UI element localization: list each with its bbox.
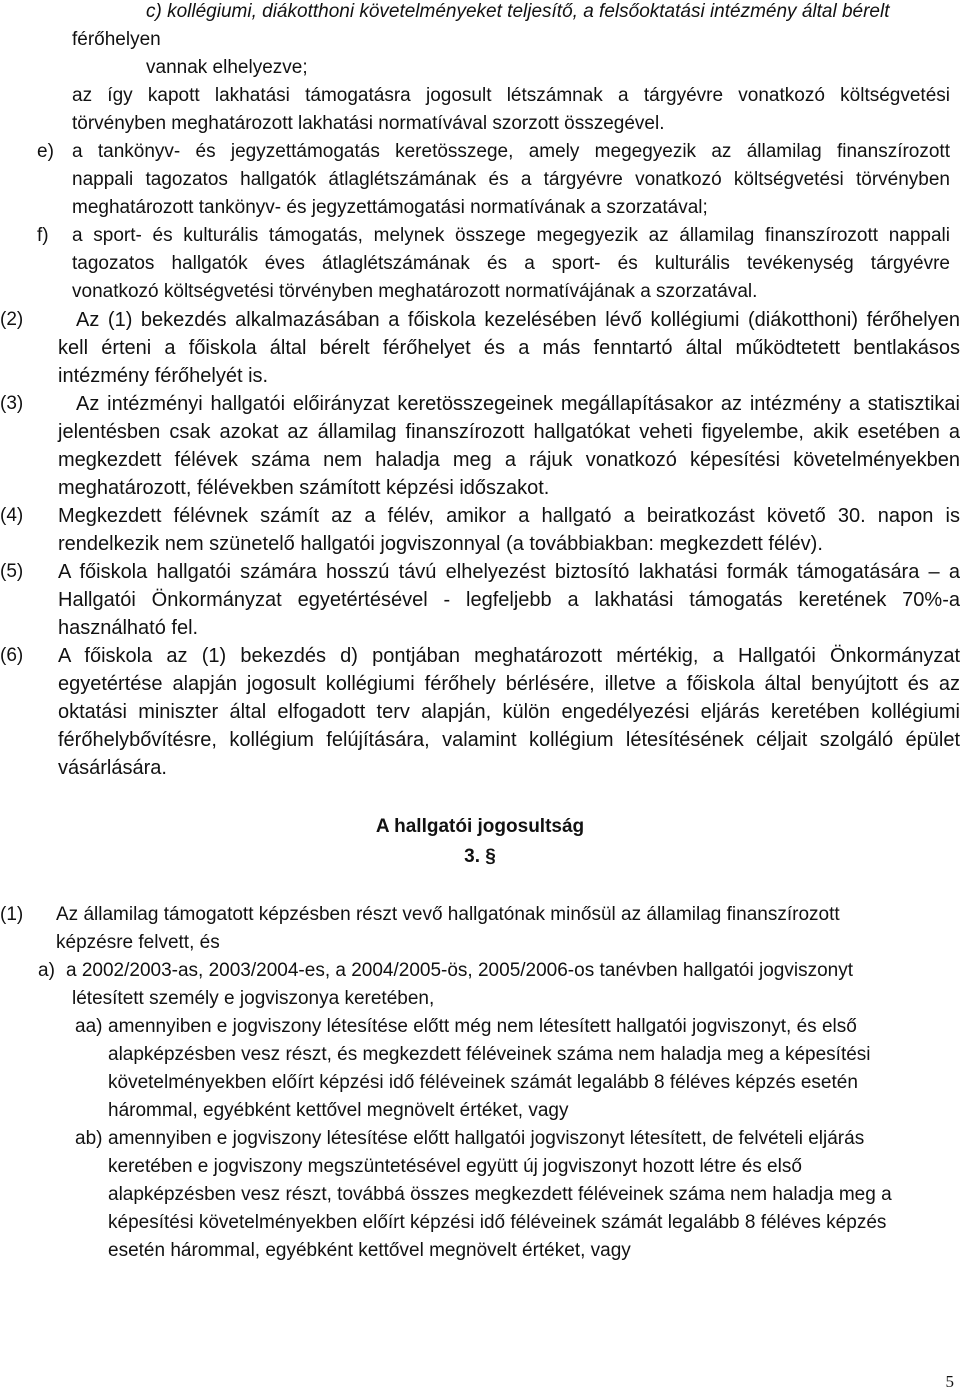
item-c-line-1	[146, 0, 946, 26]
text-line: vonatkozó költségvetési törvényben meghatározott normatívájának a szorzatával.	[72, 281, 758, 302]
text-line: alapképzésben vesz részt, és megkezdett féléveinek száma nem haladja meg a képesítési	[108, 1044, 871, 1065]
page-number: 5	[945, 1372, 954, 1391]
item-e-label: e)	[37, 141, 54, 162]
text-line: esetén hárommal, egyébként kettővel megnövelt értéket, vagy	[108, 1240, 631, 1261]
s3-item-aa-label: aa)	[75, 1016, 103, 1037]
s3-item-aa-text	[108, 1013, 948, 1125]
text-line: kell érteni a főiskola által bérelt férőhelyet és a más fenntartó által működtetett bentlakásos	[58, 337, 960, 359]
text-line: egyetértése alapján jogosult kollégiumi férőhely bérlésére, illetve a főiskola által benyújtott és az	[58, 673, 960, 695]
para-2-label: (2)	[0, 309, 24, 330]
s3-para-1-label: (1)	[0, 904, 24, 925]
text-line: létesített személy e jogviszonya keretében,	[72, 988, 435, 1009]
item-f-label: f)	[37, 225, 49, 246]
text-line: A főiskola az (1) bekezdés d) pontjában meghatározott mértékig, a Hallgatói Önkormányzat	[58, 645, 960, 667]
item-c-text-5: törvényben meghatározott lakhatási normatívával szorzott összegével.	[72, 113, 665, 134]
text-line: képzésre felvett, és	[56, 932, 220, 953]
s3-item-a-text	[66, 957, 932, 1013]
s3-item-ab-text	[108, 1125, 948, 1265]
text-line: a tankönyv- és jegyzettámogatás keretösszege, amely megegyezik az államilag finanszírozott	[72, 141, 950, 162]
s3-para-1-text	[56, 901, 916, 957]
para-5-label: (5)	[0, 561, 24, 582]
text-line: Megkezdett félévnek számít az a félév, amikor a hallgató a beiratkozást követő 30. napon is	[58, 505, 960, 527]
item-c-line-4	[72, 82, 950, 110]
text-line: meghatározott tankönyv- és jegyzettámogatási normatívának a szorzatával;	[72, 197, 708, 218]
text-line: képesítési követelményekben előírt képzési idő féléveinek számát legalább 8 féléves képzés	[108, 1212, 887, 1233]
para-6-label: (6)	[0, 645, 24, 666]
para-2-text	[58, 306, 960, 390]
item-c-text-4: az így kapott lakhatási támogatásra jogosult létszámnak a tárgyévre vonatkozó költségvetési	[72, 85, 950, 106]
item-c-line-3	[146, 54, 946, 82]
text-line: amennyiben e jogviszony létesítése előtt még nem létesített hallgatói jogviszonyt, és első	[108, 1016, 857, 1037]
item-c-text-2: férőhelyen	[72, 29, 161, 50]
text-line: keretében e jogviszony megszüntetésével együtt új jogviszonyt hozott létre és első	[108, 1156, 802, 1177]
text-line: férőhelybővítésre, kollégium felújítására, valamint kollégium létesítésének céljait szolgáló épület	[58, 729, 960, 751]
para-5-text	[58, 558, 960, 642]
text-line: megkezdett félévek száma nem haladja meg a rájuk vonatkozó képesítési követelményekben	[58, 449, 960, 471]
text-line: alapképzésben vesz részt, továbbá összes megkezdett féléveinek száma nem haladja meg a	[108, 1184, 892, 1205]
text-line: oktatási miniszter által elfogadott terv alapján, külön engedélyezési eljárás keretében kollégiumi	[58, 701, 960, 723]
item-c-text: c) kollégiumi, diákotthoni követelményeket teljesítő, a felsőoktatási intézmény által bérelt	[146, 1, 890, 22]
text-line: Az államilag támogatott képzésben részt vevő hallgatónak minősül az államilag finanszírozott	[56, 904, 840, 925]
text-line: amennyiben e jogviszony létesítése előtt hallgatói jogviszonyt létesített, de felvételi eljárás	[108, 1128, 865, 1149]
item-e-text	[72, 138, 950, 222]
para-4-label: (4)	[0, 505, 24, 526]
text-line: használható fel.	[58, 617, 199, 639]
text-line: jelentésben csak azokat az államilag finanszírozott hallgatókat veheti figyelembe, akik esetében a	[58, 421, 960, 443]
text-line: a 2002/2003-as, 2003/2004-es, a 2004/2005-ös, 2005/2006-os tanévben hallgatói jogviszonyt	[66, 960, 853, 981]
text-line: a sport- és kulturális támogatás, melynek összege megegyezik az államilag finanszírozott nappali	[72, 225, 950, 246]
para-3-label: (3)	[0, 393, 24, 414]
text-line: vásárlására.	[58, 757, 167, 779]
text-line: Az intézményi hallgatói előirányzat keretösszegeinek megállapításakor az intézmény a statisztikai	[76, 393, 960, 415]
text-line: A főiskola hallgatói számára hosszú távú elhelyezést biztosító lakhatási formák támogatására – a	[58, 561, 960, 583]
text-line: tagozatos hallgatók éves átlaglétszámának és a sport- és kulturális tevékenység tárgyévre	[72, 253, 950, 274]
section-title: A hallgatói jogosultság	[375, 816, 585, 837]
text-line: Az (1) bekezdés alkalmazásában a főiskola kezelésében lévő kollégiumi (diákotthoni) férőhelyen	[76, 309, 960, 331]
para-6-text	[58, 642, 960, 782]
s3-item-a-label: a)	[38, 960, 55, 981]
text-line: meghatározott, félévekben számított képzési időszakot.	[58, 477, 550, 499]
para-3-text	[58, 390, 960, 502]
section-number: 3. §	[464, 846, 496, 867]
text-line: Hallgatói Önkormányzat egyetértésével - legfeljebb a lakhatási támogatás keretének 70%-a	[58, 589, 960, 611]
text-line: rendelkezik nem szünetelő hallgatói jogviszonnyal (a továbbiakban: megkezdett félév).	[58, 533, 823, 555]
item-f-text	[72, 222, 950, 306]
text-line: követelményekben előírt képzési idő féléveinek számát legalább 8 féléves képzés esetén	[108, 1072, 858, 1093]
text-line: hárommal, egyébként kettővel megnövelt értéket, vagy	[108, 1100, 569, 1121]
item-c-line-5	[72, 110, 872, 138]
para-4-text	[58, 502, 960, 558]
text-line: intézmény férőhelyét is.	[58, 365, 269, 387]
item-c-text-3: vannak elhelyezve;	[146, 57, 308, 78]
item-c-line-2	[72, 26, 872, 54]
text-line: nappali tagozatos hallgatók átlaglétszámának és a tárgyévre vonatkozó költségvetési törvényben	[72, 169, 950, 190]
s3-item-ab-label: ab)	[75, 1128, 103, 1149]
